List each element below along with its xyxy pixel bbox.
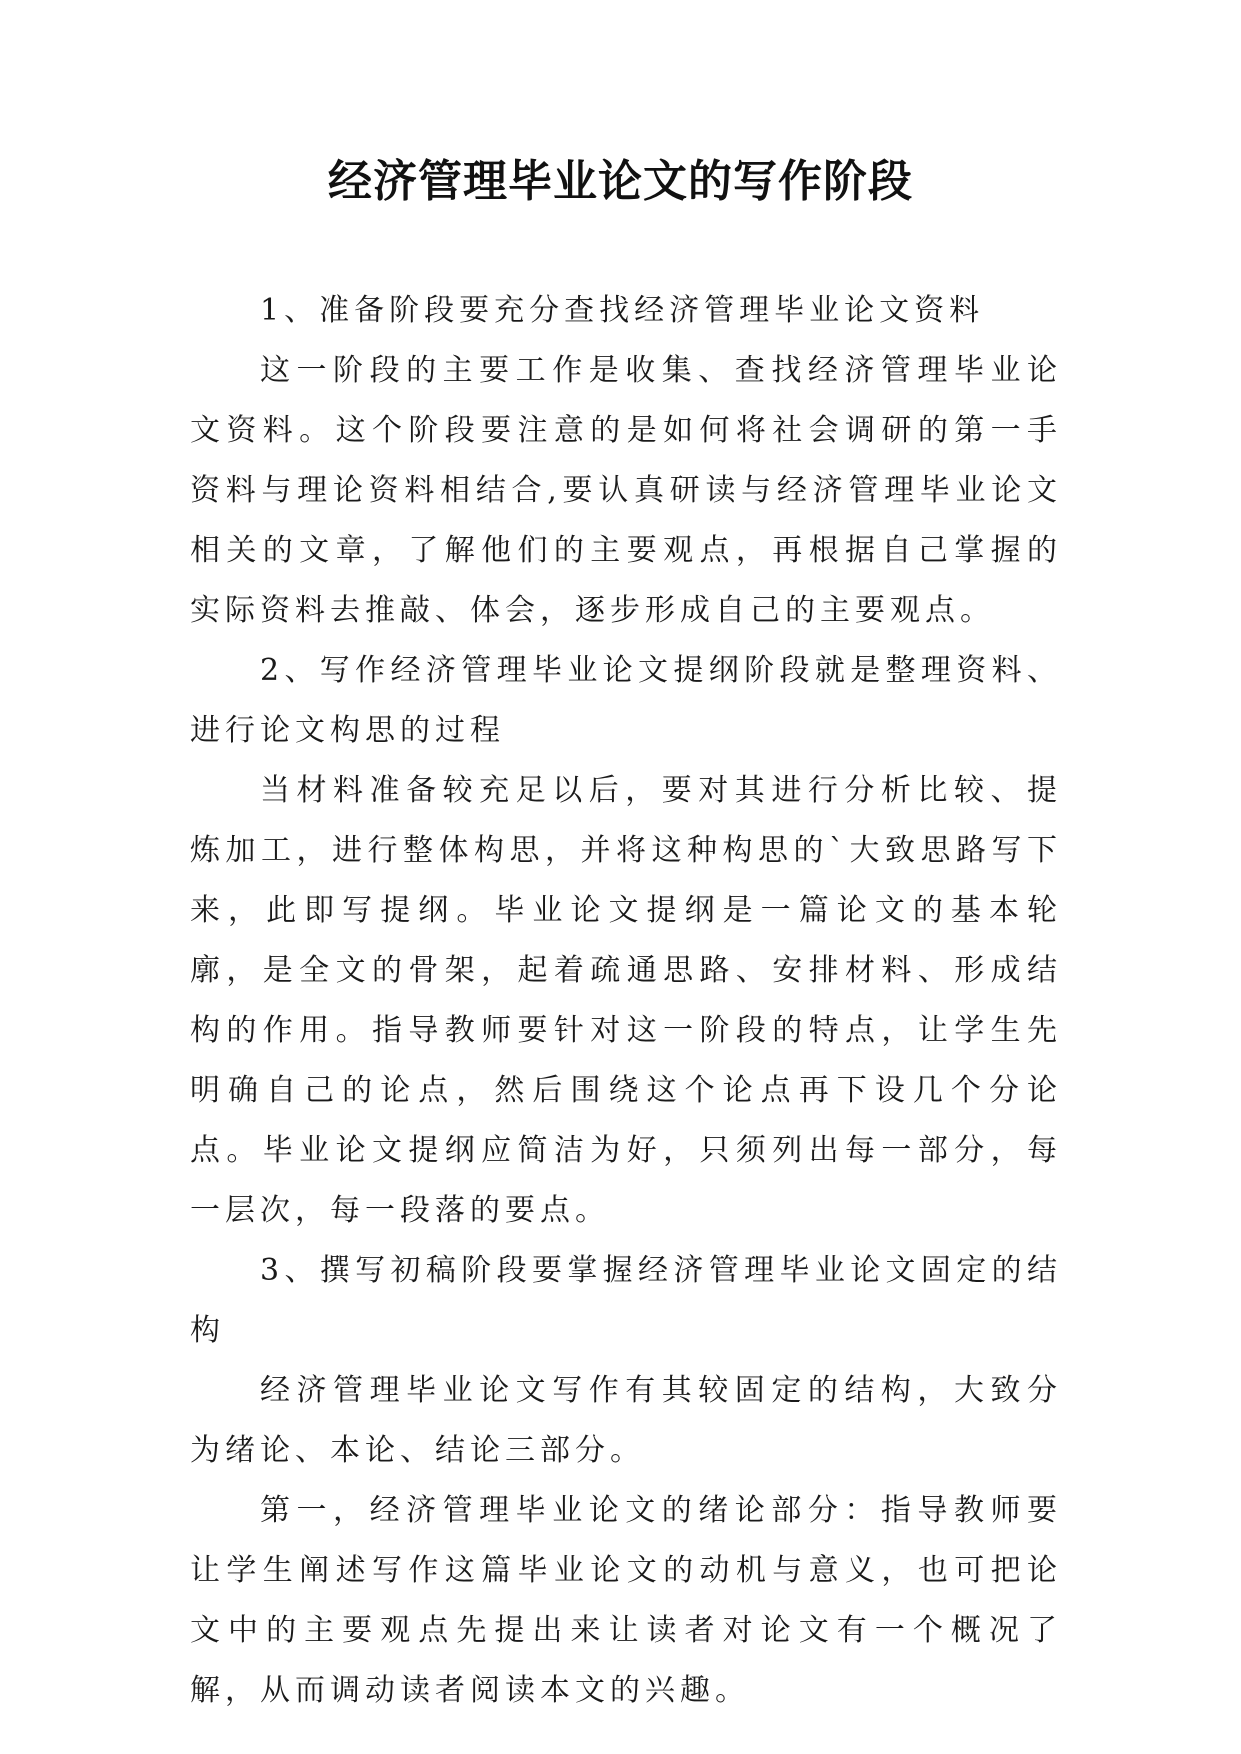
document-body xyxy=(190,281,1062,1721)
section-heading-3: 3、撰写初稿阶段要掌握经济管理毕业论文固定的结构 xyxy=(190,1253,1062,1348)
paragraph-preparation: 这一阶段的主要工作是收集、查找经济管理毕业论文资料。这个阶段要注意的是如何将社会调研的第一手资料与理论资料相结合,要认真研读与经济管理毕业论文相关的文章，了解他们的主要观点，再根据自己掌握的实际资料去推敲、体会，逐步形成自己的主要观点。 xyxy=(190,353,1062,628)
paragraph-outline: 当材料准备较充足以后，要对其进行分析比较、提炼加工，进行整体构思，并将这种构思的`大致思路写下来，此即写提纲。毕业论文提纲是一篇论文的基本轮廓，是全文的骨架，起着疏通思路、安排材料、形成结构的作用。指导教师要针对这一阶段的特点，让学生先明确自己的论点，然后围绕这个论点再下设几个分论点。毕业论文提纲应简洁为好，只须列出每一部分，每一层次，每一段落的要点。 xyxy=(190,773,1062,1228)
paragraph-structure: 经济管理毕业论文写作有其较固定的结构，大致分为绪论、本论、结论三部分。 xyxy=(190,1373,1062,1468)
document-title: 经济管理毕业论文的写作阶段 xyxy=(328,156,913,207)
section-heading-1: 1、准备阶段要充分查找经济管理毕业论文资料 xyxy=(260,293,985,328)
paragraph-introduction: 第一，经济管理毕业论文的绪论部分：指导教师要让学生阐述写作这篇毕业论文的动机与意义，也可把论文中的主要观点先提出来让读者对论文有一个概况了解，从而调动读者阅读本文的兴趣。 xyxy=(190,1493,1062,1708)
section-heading-2: 2、写作经济管理毕业论文提纲阶段就是整理资料、进行论文构思的过程 xyxy=(190,653,1062,748)
